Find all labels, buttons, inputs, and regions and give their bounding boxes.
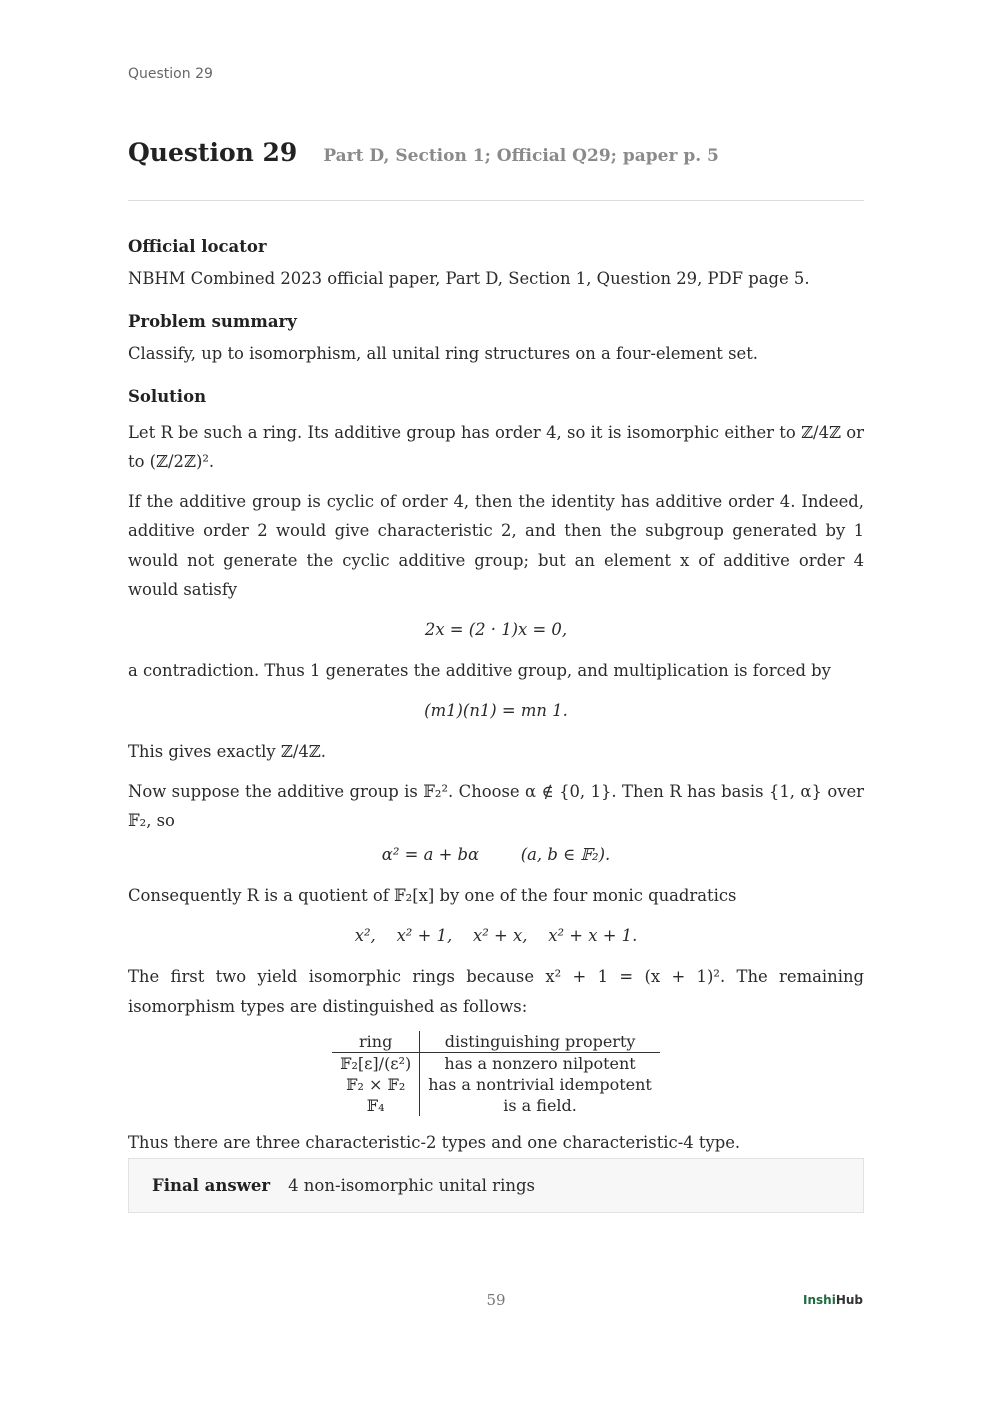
equation-2: (m1)(n1) = mn 1. bbox=[424, 700, 568, 720]
solution-paragraph-3: a contradiction. Thus 1 generates the additive group, and multiplication is forced by bbox=[128, 661, 831, 680]
table-header-row bbox=[332, 1031, 660, 1053]
summary-heading: Problem summary bbox=[128, 312, 297, 331]
locator-text: NBHM Combined 2023 official paper, Part D, Section 1, Question 29, PDF page 5. bbox=[128, 268, 810, 288]
table-cell-property: is a field. bbox=[503, 1096, 577, 1115]
page-title: Question 29 bbox=[128, 138, 298, 167]
title-divider bbox=[128, 200, 864, 201]
equation-3: α² = a + bα (a, b ∈ 𝔽₂). bbox=[381, 844, 611, 864]
running-head: Question 29 bbox=[128, 66, 213, 82]
table-row bbox=[332, 1074, 660, 1095]
solution-paragraph-5: Now suppose the additive group is 𝔽₂². Choose α ∉ {0, 1}. Then R has basis {1, α} over 𝔽₂, so bbox=[128, 781, 864, 830]
final-answer-box bbox=[128, 1158, 864, 1213]
table-cell-ring: 𝔽₂[ε]/(ε²) bbox=[332, 1053, 420, 1075]
table-header-ring: ring bbox=[332, 1031, 420, 1053]
summary-section bbox=[128, 307, 864, 368]
table-cell-ring: 𝔽₂ × 𝔽₂ bbox=[332, 1074, 420, 1095]
equation-4: x², x² + 1, x² + x, x² + x + 1. bbox=[354, 925, 638, 945]
solution-section bbox=[128, 382, 864, 1158]
final-answer-label: Final answer bbox=[152, 1176, 271, 1195]
title-row bbox=[128, 138, 864, 167]
equation-1: 2x = (2 · 1)x = 0, bbox=[424, 619, 568, 639]
brand-logo bbox=[803, 1293, 863, 1307]
solution-paragraph-8: Thus there are three characteristic-2 types and one characteristic-4 type. bbox=[128, 1133, 741, 1152]
page-subtitle: Part D, Section 1; Official Q29; paper p. 5 bbox=[323, 146, 719, 166]
brand-part-2: Hub bbox=[835, 1293, 863, 1307]
page-number: 59 bbox=[486, 1291, 506, 1309]
ring-table bbox=[332, 1031, 660, 1116]
solution-paragraph-1: Let R be such a ring. Its additive group has order 4, so it is isomorphic either to ℤ/4ℤ or to (ℤ/2ℤ)². bbox=[128, 422, 864, 471]
final-answer-value: 4 non-isomorphic unital rings bbox=[288, 1176, 536, 1195]
table-header-property: distinguishing property bbox=[420, 1031, 660, 1053]
table-cell-property: has a nontrivial idempotent bbox=[428, 1075, 652, 1094]
main-content bbox=[128, 232, 864, 1168]
solution-heading: Solution bbox=[128, 387, 207, 406]
brand-part-1: Inshi bbox=[803, 1293, 836, 1307]
solution-paragraph-2: If the additive group is cyclic of order 4, then the identity has additive order 4. Indeed, additive order 2 would give characteristic 2, and then the subgroup generated by 1 would not generate the cyclic additive group; but an element x of additive order 4 would satisfy bbox=[128, 491, 864, 599]
solution-paragraph-6: Consequently R is a quotient of 𝔽₂[x] by one of the four monic quadratics bbox=[128, 886, 737, 905]
table-cell-ring: 𝔽₄ bbox=[332, 1095, 420, 1116]
summary-text: Classify, up to isomorphism, all unital ring structures on a four-element set. bbox=[128, 343, 759, 363]
solution-paragraph-4: This gives exactly ℤ/4ℤ. bbox=[128, 742, 326, 761]
solution-paragraph-7: The first two yield isomorphic rings because x² + 1 = (x + 1)². The remaining isomorphism types are distinguished as follows: bbox=[128, 967, 864, 1016]
ring-table-wrapper bbox=[128, 1031, 864, 1116]
locator-section bbox=[128, 232, 864, 293]
locator-heading: Official locator bbox=[128, 237, 267, 256]
table-cell-property: has a nonzero nilpotent bbox=[444, 1054, 636, 1073]
table-row bbox=[332, 1053, 660, 1075]
table-row bbox=[332, 1095, 660, 1116]
